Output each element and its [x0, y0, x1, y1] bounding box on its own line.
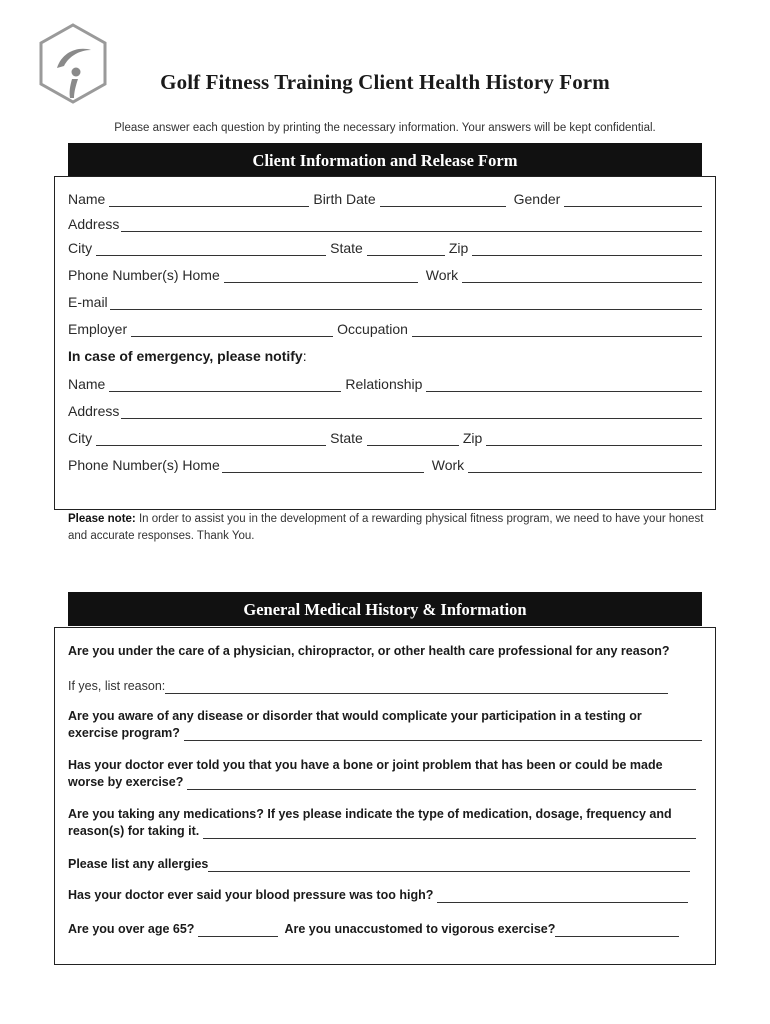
- emergency-state-label: State: [330, 430, 363, 446]
- blood-pressure-field[interactable]: [437, 889, 688, 903]
- name-field[interactable]: [109, 191, 309, 207]
- emergency-phone-home-field[interactable]: [222, 457, 424, 473]
- email-row: [68, 290, 702, 310]
- zip-field[interactable]: [472, 240, 702, 256]
- emergency-zip-label: Zip: [462, 430, 483, 446]
- emergency-city-field[interactable]: [96, 430, 326, 446]
- emergency-city-label: City: [68, 430, 93, 446]
- address-label: Address: [68, 216, 120, 232]
- gender-label: Gender: [513, 191, 561, 207]
- state-field[interactable]: [367, 240, 445, 256]
- question-physician-followup: If yes, list reason:: [68, 677, 702, 694]
- medications-field[interactable]: [203, 825, 696, 839]
- address-row: [68, 212, 702, 232]
- birth-date-field[interactable]: [380, 191, 506, 207]
- emergency-name-label: Name: [68, 376, 106, 392]
- physician-reason-field[interactable]: [165, 680, 668, 694]
- page-title: Golf Fitness Training Client Health History Form: [160, 70, 610, 94]
- question-physician: Are you under the care of a physician, chiropractor, or other health care professional for any reason?: [68, 644, 670, 658]
- bone-joint-field[interactable]: [187, 776, 696, 790]
- emergency-zip-field[interactable]: [486, 430, 702, 446]
- birth-date-label: Birth Date: [313, 191, 376, 207]
- employer-field[interactable]: [131, 321, 333, 337]
- email-label: E-mail: [68, 294, 108, 310]
- phone-home-field[interactable]: [224, 267, 418, 283]
- question-disease: Are you aware of any disease or disorder that would complicate your participation in a testing or exercise program?: [68, 708, 702, 741]
- email-field[interactable]: [110, 294, 702, 310]
- emergency-name-field[interactable]: [109, 376, 341, 392]
- question-medications: Are you taking any medications? If yes please indicate the type of medication, dosage, frequency and reason(s) for taking it.: [68, 806, 702, 839]
- occupation-label: Occupation: [337, 321, 408, 337]
- question-blood-pressure: Has your doctor ever said your blood pressure was too high?: [68, 886, 702, 903]
- employer-label: Employer: [68, 321, 128, 337]
- question-bone-joint: Has your doctor ever told you that you have a bone or joint problem that has been or could be made worse by exercise?: [68, 757, 702, 790]
- vigorous-exercise-field[interactable]: [555, 923, 679, 937]
- question-allergies: Please list any allergies: [68, 855, 702, 872]
- emergency-phone-home-label: Phone Number(s) Home: [68, 457, 220, 473]
- disease-field[interactable]: [184, 727, 702, 741]
- client-section-heading: Client Information and Release Form: [68, 143, 702, 177]
- relationship-label: Relationship: [345, 376, 423, 392]
- medical-section-heading: General Medical History & Information: [68, 592, 702, 626]
- city-row: [68, 236, 702, 256]
- question-age-exercise: Are you over age 65? Are you unaccustomed to vigorous exercise?: [68, 920, 702, 937]
- relationship-field[interactable]: [426, 376, 702, 392]
- emergency-name-row: [68, 372, 702, 392]
- phone-home-label: Phone Number(s) Home: [68, 267, 220, 283]
- phone-row: [68, 263, 702, 283]
- city-field[interactable]: [96, 240, 326, 256]
- gender-field[interactable]: [564, 191, 702, 207]
- city-label: City: [68, 240, 93, 256]
- occupation-field[interactable]: [412, 321, 702, 337]
- zip-label: Zip: [448, 240, 469, 256]
- note-text: Please note: In order to assist you in the development of a rewarding physical fitness program, we need to have your honest and accurate responses. Thank You.: [68, 513, 704, 542]
- emergency-phone-row: [68, 453, 702, 473]
- state-label: State: [330, 240, 363, 256]
- work-label: Work: [425, 267, 459, 283]
- name-row: [68, 187, 702, 207]
- emergency-address-row: [68, 399, 702, 419]
- page-subtitle: Please answer each question by printing the necessary information. Your answers will be kept confidential.: [114, 122, 656, 134]
- over-65-field[interactable]: [198, 923, 278, 937]
- employer-row: [68, 317, 702, 337]
- allergies-field[interactable]: [208, 858, 690, 872]
- emergency-heading: In case of emergency, please notify:: [68, 348, 307, 364]
- name-label: Name: [68, 191, 106, 207]
- emergency-work-field[interactable]: [468, 457, 702, 473]
- emergency-city-row: [68, 426, 702, 446]
- emergency-work-label: Work: [431, 457, 465, 473]
- emergency-state-field[interactable]: [367, 430, 459, 446]
- address-field[interactable]: [121, 216, 702, 232]
- emergency-address-field[interactable]: [121, 403, 702, 419]
- work-phone-field[interactable]: [462, 267, 702, 283]
- emergency-address-label: Address: [68, 403, 120, 419]
